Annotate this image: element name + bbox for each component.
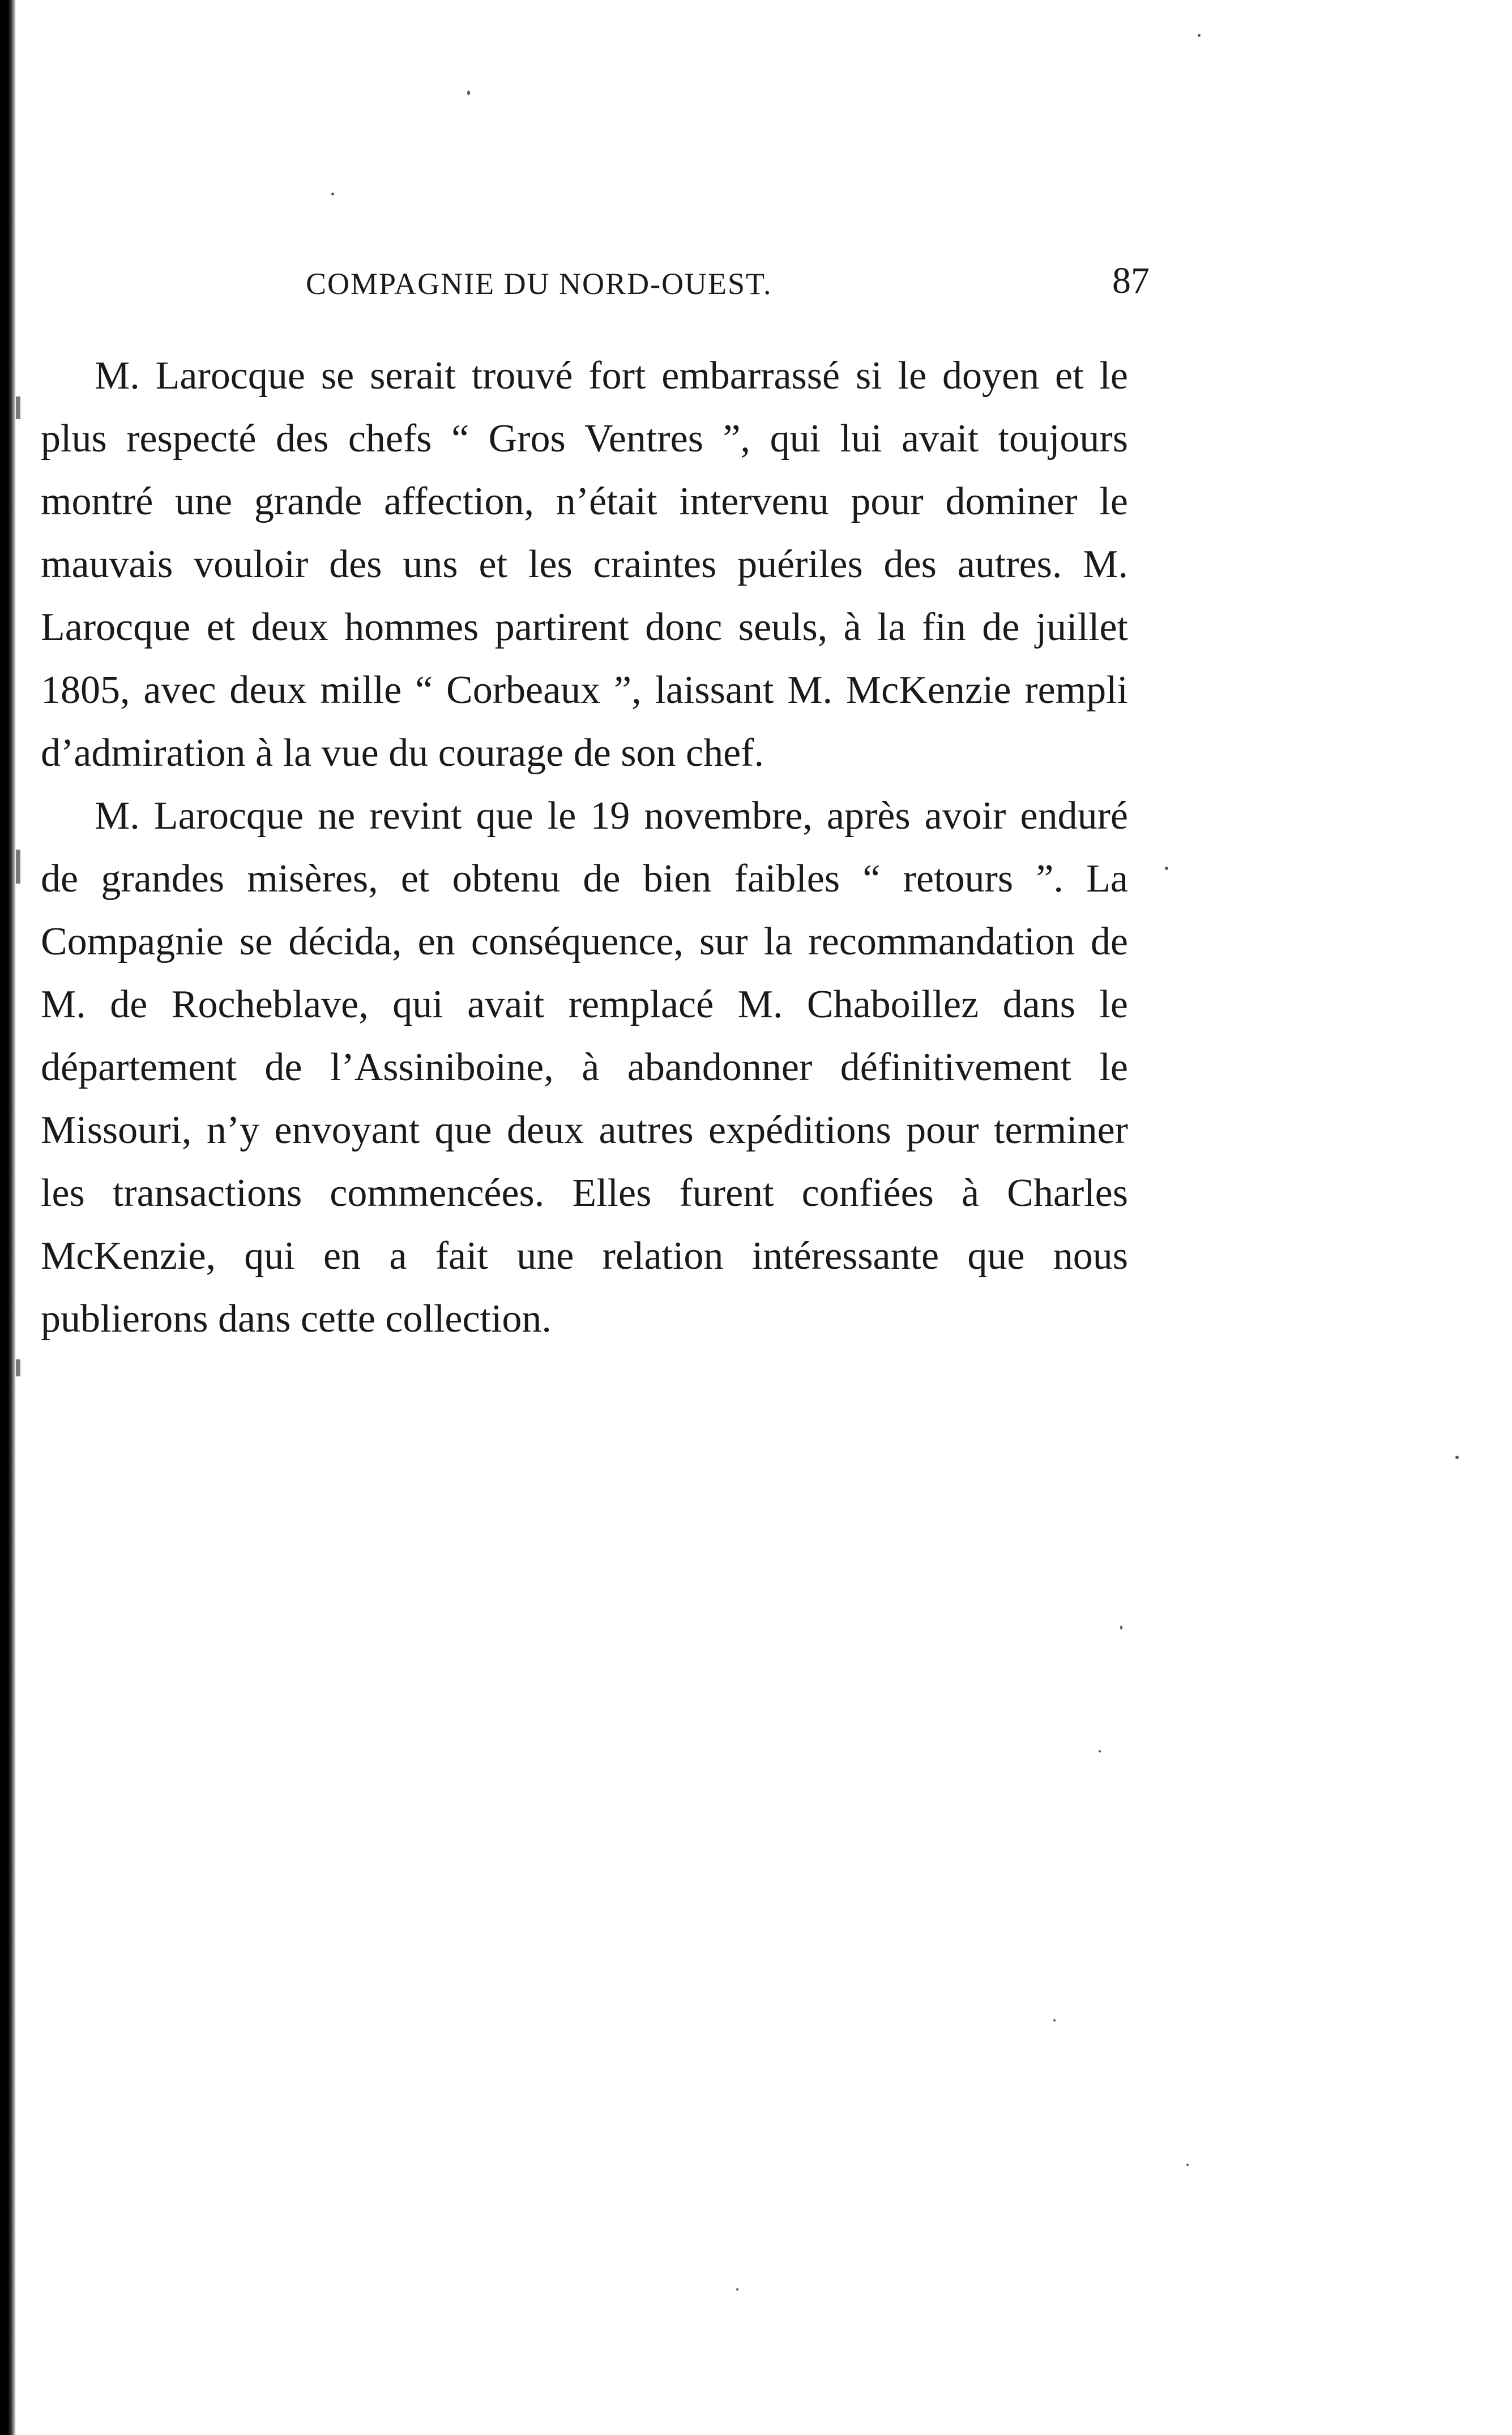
body-text: [41, 344, 1128, 1350]
scan-speck: [1455, 1456, 1459, 1459]
scan-speck: [467, 91, 470, 95]
running-head-title: COMPAGNIE DU NORD-OUEST.: [306, 267, 772, 301]
binding-mark: [16, 850, 20, 884]
paragraph: M. Larocque ne revint que le 19 novembre, après avoir enduré de grandes misères, et obtenu de bien faibles “ retours ”. La Compagnie se décida, en conséquence, sur la recommandation de M. de Rocheblave, qui avait remplacé M. Chaboillez dans le département de l’Assiniboine, à abandonner définitivement le Missouri, n’y envoyant que deux autres expéditions pour terminer les transactions commencées. Elles furent confiées à Charles McKenzie, qui en a fait une relation intéressante que nous publierons dans cette collection.: [41, 794, 1128, 1341]
page-number: 87: [1112, 260, 1150, 301]
scan-speck: [1099, 1750, 1101, 1752]
scan-speck: [1186, 2164, 1189, 2166]
scan-speck: [1120, 1626, 1122, 1630]
binding-mark: [16, 396, 20, 419]
scan-speck: [331, 193, 334, 195]
binding-mark: [16, 1359, 20, 1376]
scan-speck: [1198, 34, 1201, 37]
page-binding-edge: [0, 0, 16, 2435]
scan-speck: [1165, 867, 1168, 870]
scan-speck: [1053, 2019, 1056, 2022]
scan-speck: [736, 2288, 738, 2291]
paragraph: M. Larocque se serait trouvé fort embarrassé si le doyen et le plus respecté des chefs “ Gros Ventres ”, qui lui avait toujours montré une grande affection, n’était intervenu pour dominer le mauvais vouloir des uns et les craintes puériles des autres. M. Larocque et deux hommes partirent donc seuls, à la fin de juillet 1805, avec deux mille “ Corbeaux ”, laissant M. McKenzie rempli d’admiration à la vue du courage de son chef.: [41, 354, 1128, 775]
